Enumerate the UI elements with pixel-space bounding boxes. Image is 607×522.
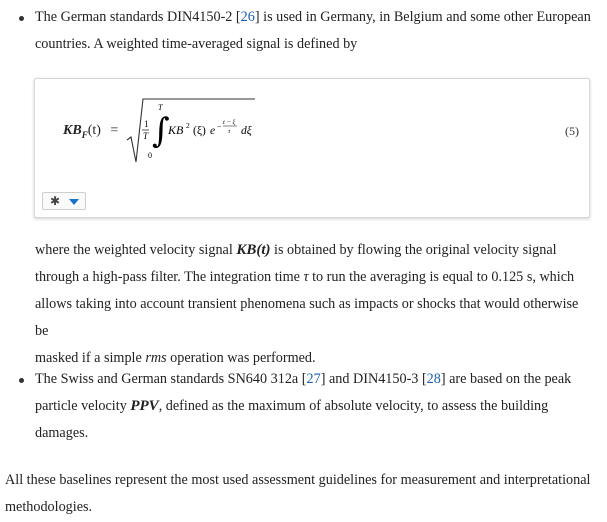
gear-icon: ✱ [50, 194, 61, 208]
text: through a high-pass filter. The integration time [35, 269, 300, 285]
exp-numerator: t − ξ [223, 119, 236, 126]
equation-svg [35, 79, 589, 189]
lower-limit: 0 [148, 151, 152, 160]
math-ppv: PPV [130, 398, 159, 414]
citation-link-27[interactable]: 27 [306, 371, 321, 387]
math-rms: rms [145, 350, 167, 366]
upper-limit: T [158, 103, 163, 112]
text: is obtained by flowing the original velocity signal [274, 242, 557, 258]
line [35, 393, 595, 420]
lhs-argument: (t) [87, 123, 101, 138]
text: where the weighted velocity signal [35, 242, 233, 258]
line: countries. A weighted time-averaged signal is defined by [35, 36, 358, 52]
line: methodologies. [5, 499, 93, 515]
paragraph-kb-explanation [35, 237, 595, 372]
line: allows taking into account transient phenomena such as impacts or shocks that would otherwise be [35, 296, 579, 339]
frac-numerator: 1 [144, 119, 149, 129]
text: ] and DIN4150-3 [ [320, 371, 427, 387]
math-tau: τ [303, 269, 309, 285]
integral-sign: ∫ [152, 111, 170, 151]
text: ] is used in Germany, in Belgium and some other European [254, 9, 591, 25]
equals-sign: = [110, 123, 119, 138]
line [35, 264, 595, 291]
text: particle velocity [35, 398, 127, 414]
line: damages. [35, 425, 89, 441]
line [35, 366, 595, 393]
equation-number: (5) [565, 124, 579, 138]
equation-box [34, 78, 590, 218]
bullet-dot [19, 16, 24, 21]
text: The German standards DIN4150-2 [ [35, 9, 241, 25]
text: operation was performed. [170, 350, 316, 366]
citation-link-28[interactable]: 28 [426, 371, 441, 387]
exp-base: e [210, 125, 216, 137]
text: The Swiss and German standards SN640 312a [ [35, 371, 307, 387]
text: , defined as the maximum of absolute velocity, to assess the building [158, 398, 549, 414]
math-kb-t: KB(t) [236, 242, 271, 258]
exp-minus: − [217, 122, 222, 131]
bullet-dot [19, 378, 24, 383]
text: to run the averaging is equal to 0.125 s, which [312, 269, 575, 285]
bullet-text [35, 366, 595, 447]
lhs-subscript: F [81, 129, 88, 140]
math-menu-button[interactable] [42, 192, 86, 210]
integrand-symbol: KB [168, 123, 184, 137]
text: ] are based on the peak [440, 371, 572, 387]
paragraph-conclusion [5, 467, 600, 521]
frac-denominator: T [143, 131, 149, 141]
integrand-power: 2 [186, 121, 190, 130]
exp-denominator: τ [228, 128, 231, 135]
lhs-symbol: KB [63, 123, 82, 138]
citation-link-26[interactable]: 26 [240, 9, 255, 25]
integrand-argument: (ξ) [193, 125, 206, 137]
line [35, 237, 595, 264]
chevron-down-icon [69, 199, 79, 205]
line: All these baselines represent the most used assessment guidelines for measurement and interpretational [5, 472, 591, 488]
differential: dξ [241, 125, 252, 137]
bullet-text [35, 4, 595, 58]
text: masked if a simple [35, 350, 142, 366]
line [35, 4, 595, 31]
